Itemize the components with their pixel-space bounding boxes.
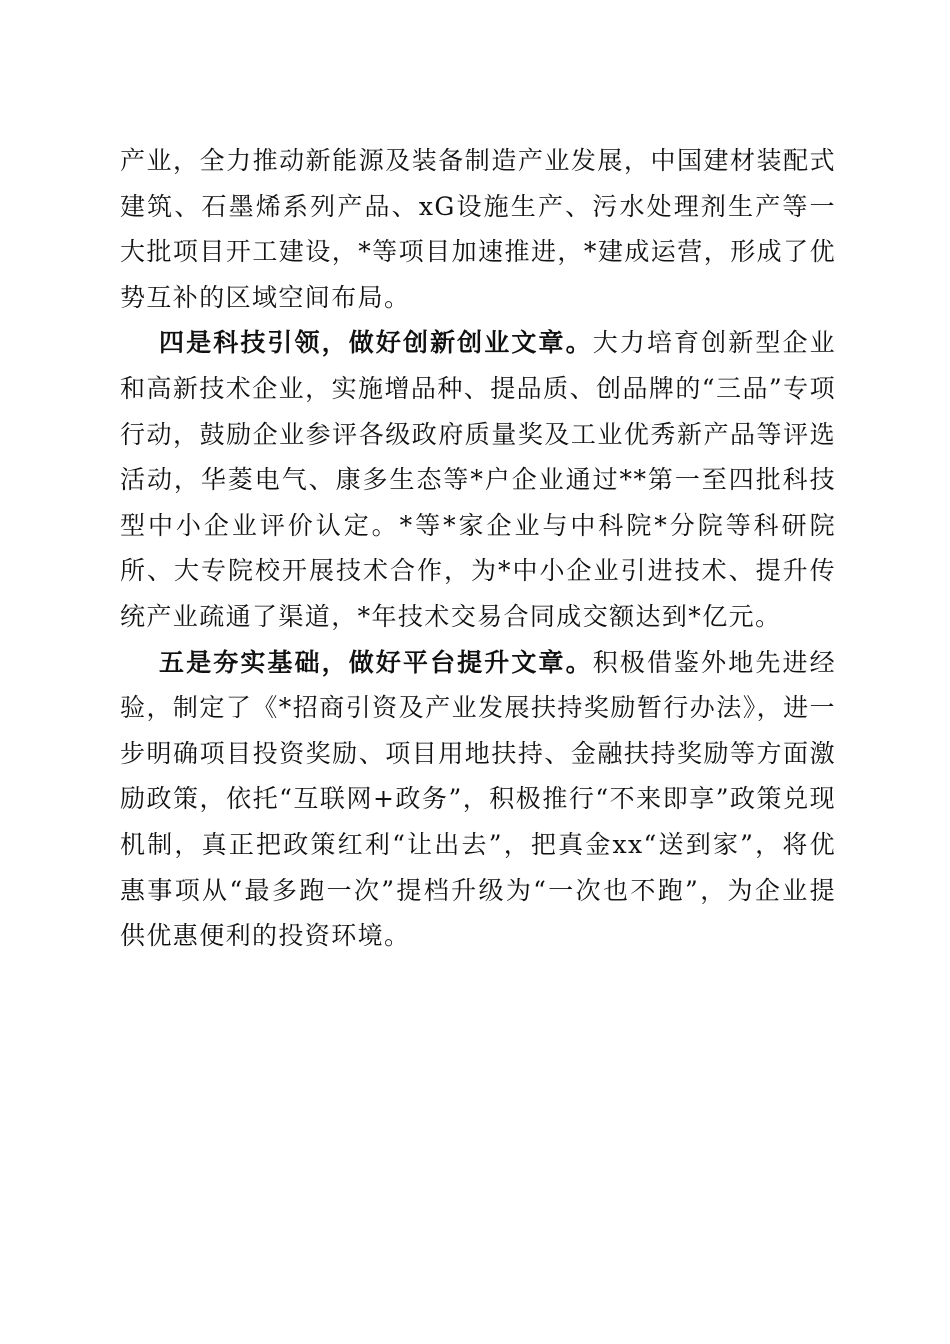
paragraph-3-lead: 五是夯实基础，做好平台提升文章。: [159, 647, 593, 677]
paragraph-platform-upgrade: [120, 640, 836, 959]
paragraph-2-text: 大力培育创新型企业和高新技术企业，实施增品种、提品质、创品牌的“三品”专项行动，鼓励企业参评各级政府质量奖及工业优秀新产品等评选活动，华菱电气、康多生态等*户企业通过**第一至四批科技型中小企业评价认定。*等*家企业与中科院*分院等科研院所、大专院校开展技术合作，为*中小企业引进技术、提升传统产业疏通了渠道，*年技术交易合同成交额达到*亿元。: [120, 328, 836, 631]
paragraph-3-text: 积极借鉴外地先进经验，制定了《*招商引资及产业发展扶持奖励暂行办法》，进一步明确项目投资奖励、项目用地扶持、金融扶持奖励等方面激励政策，依托“互联网+政务”，积极推行“不来即享”政策兑现机制，真正把政策红利“让出去”，把真金xx“送到家”，将优惠事项从“最多跑一次”提档升级为“一次也不跑”，为企业提供优惠便利的投资环境。: [120, 647, 836, 951]
document-page: [120, 138, 836, 959]
paragraph-1-text: 产业，全力推动新能源及装备制造产业发展，中国建材装配式建筑、石墨烯系列产品、xG设施生产、污水处理剂生产等一大批项目开工建设，*等项目加速推进，*建成运营，形成了优势互补的区域空间布局。: [120, 146, 836, 312]
paragraph-2-lead: 四是科技引领，做好创新创业文章。: [159, 328, 593, 358]
paragraph-tech-innovation: [120, 320, 836, 639]
paragraph-industry-layout: [120, 138, 836, 320]
